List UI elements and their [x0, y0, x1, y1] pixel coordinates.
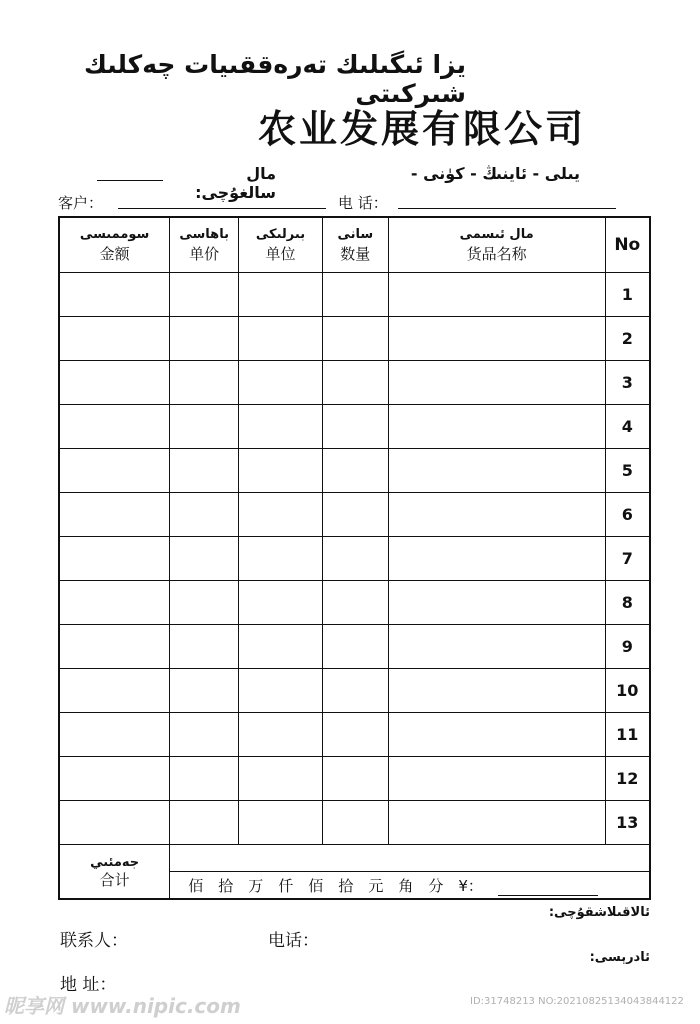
table-row [59, 713, 650, 757]
phone-line[interactable] [398, 208, 616, 209]
row-number: 5 [605, 449, 650, 493]
header-quantity: سانى 数量 [322, 217, 388, 273]
row-number: 6 [605, 493, 650, 537]
row-number: 4 [605, 405, 650, 449]
customer-line[interactable] [118, 208, 326, 209]
address-label: 地 址： [60, 975, 117, 995]
sum-label: جەمئىي 合计 [59, 845, 170, 900]
amount-in-words[interactable]: 佰 拾 万 仟 佰 拾 元 角 分 ¥： [170, 872, 650, 900]
goods-table [58, 216, 651, 900]
table-row [59, 273, 650, 317]
ug-date-label: يىلى - ئاينىڭ - كۈنى - [410, 164, 580, 183]
contact-label: 联系人： [60, 931, 128, 951]
row-number: 13 [605, 801, 650, 845]
sum-row-top [59, 845, 650, 872]
table-row [59, 801, 650, 845]
row-number: 2 [605, 317, 650, 361]
row-number: 1 [605, 273, 650, 317]
header-goods-name: مال ئىسمى 货品名称 [388, 217, 605, 273]
phone-label: 电 话： [338, 194, 388, 212]
row-number: 7 [605, 537, 650, 581]
table-row [59, 449, 650, 493]
ug-buyer-label: مال سالغۇچى: [195, 164, 276, 202]
company-name: 农业发展有限公司 [258, 106, 587, 151]
header-unit: بىرلىكى 单位 [239, 217, 323, 273]
table-row [59, 405, 650, 449]
row-number: 10 [605, 669, 650, 713]
ug-contact-label: ئالاقىلاشقۇچى: [548, 905, 650, 920]
ug-company-name: يزا ئىگىلىك تەرەققىيات چەكلىك شىركىتى [83, 50, 466, 108]
watermark-site: 昵享网 www.nipic.com [4, 994, 241, 1018]
table-row [59, 669, 650, 713]
ug-address-label: ئادرېسى: [589, 950, 650, 965]
table-row [59, 361, 650, 405]
table-row [59, 317, 650, 361]
row-number: 11 [605, 713, 650, 757]
table-row [59, 581, 650, 625]
header-amount: سوممىسى 金额 [59, 217, 170, 273]
row-number: 9 [605, 625, 650, 669]
footer-phone-label: 电话： [268, 931, 319, 951]
total-line[interactable] [498, 883, 598, 896]
header-unit-price: باھاسى 单价 [170, 217, 239, 273]
buyer-line [97, 180, 163, 181]
table-header [59, 217, 650, 273]
header-number: No [605, 217, 650, 273]
table-row [59, 493, 650, 537]
row-number: 3 [605, 361, 650, 405]
sum-blank[interactable] [170, 845, 650, 872]
table-row [59, 537, 650, 581]
watermark-id: ID:31748213 NO:20210825134043844122 [470, 996, 684, 1007]
table-row [59, 757, 650, 801]
customer-label: 客户： [58, 194, 104, 212]
row-number: 8 [605, 581, 650, 625]
table-row [59, 625, 650, 669]
row-number: 12 [605, 757, 650, 801]
